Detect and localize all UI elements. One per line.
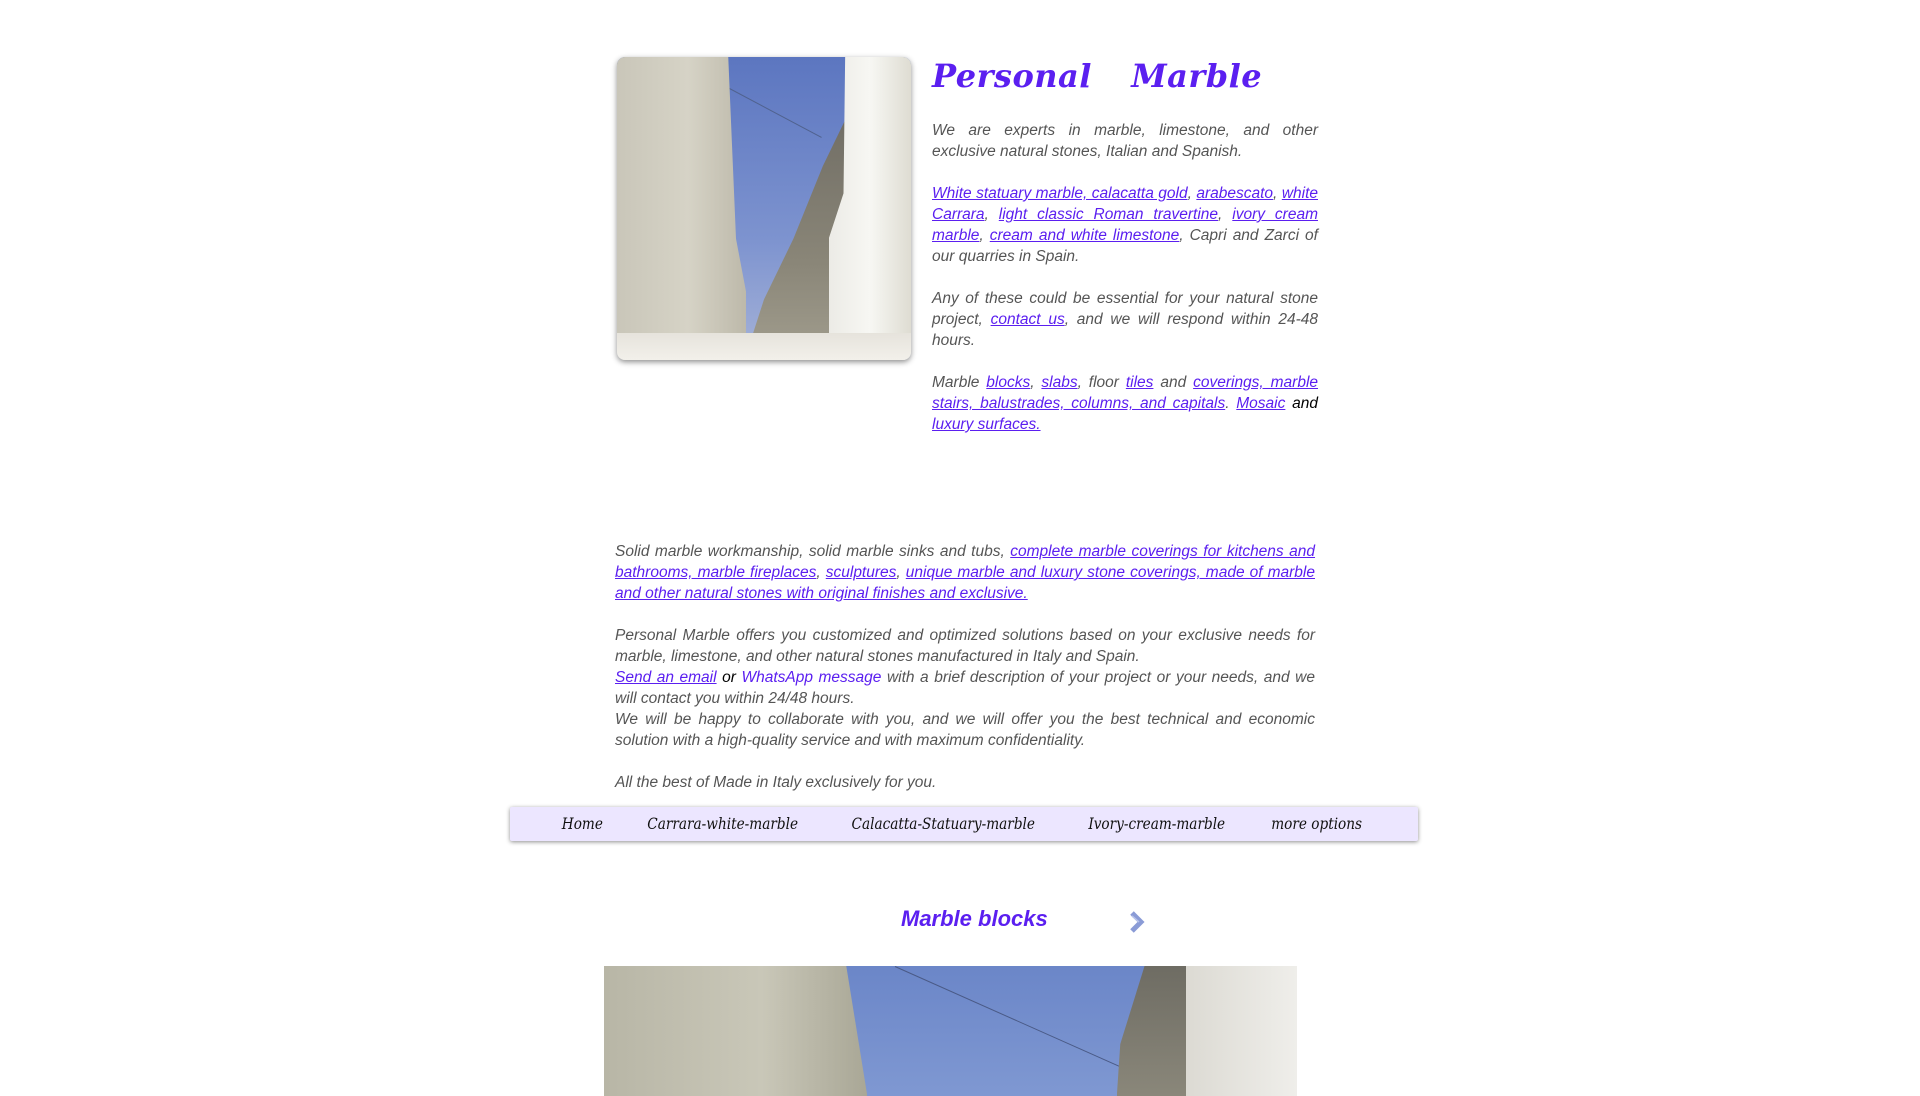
send-email-link[interactable]: Send an email: [615, 669, 717, 686]
text: with a brief description of your project or your needs, and we will contact you within 24/48 hours.: [615, 669, 1315, 707]
section-title: Marble blocks: [901, 906, 1048, 931]
nav-carrara-white-marble[interactable]: Carrara-white-marble: [647, 815, 799, 833]
link-slabs[interactable]: slabs: [1041, 374, 1078, 391]
link-mosaic[interactable]: Mosaic: [1236, 395, 1286, 412]
link-arabescato[interactable]: arabescato: [1196, 185, 1274, 202]
link-travertine[interactable]: light classic Roman travertine: [998, 206, 1219, 223]
text: Marble: [932, 374, 987, 391]
separator: ,: [984, 206, 999, 223]
separator: ,: [1273, 185, 1282, 202]
link-luxury-surfaces[interactable]: luxury surfaces.: [932, 416, 1041, 433]
link-coverings[interactable]: coverings, marble stairs, balustrades, columns, and capitals: [932, 374, 1319, 412]
separator: ,: [1218, 206, 1233, 223]
separator: ,: [979, 227, 990, 244]
workmanship-paragraph: [615, 541, 1315, 604]
cable-line: [895, 966, 1136, 1074]
link-white-carrara[interactable]: white Carrara: [932, 185, 1318, 223]
link-limestone[interactable]: cream and white limestone: [989, 227, 1180, 244]
text: .: [1225, 395, 1237, 412]
main-nav: [510, 807, 1418, 841]
details-section: [615, 541, 1315, 793]
link-blocks[interactable]: blocks: [986, 374, 1031, 391]
text: and: [1285, 395, 1318, 412]
send-paragraph: [615, 667, 1315, 709]
collaborate-paragraph: We will be happy to collaborate with you, and we will offer you the best technical and economic solution with a high-quality service and with maximum confidentiality.: [615, 711, 1315, 749]
whatsapp-link[interactable]: WhatsApp message: [741, 669, 882, 686]
made-in-italy-paragraph: All the best of Made in Italy exclusively for you.: [615, 774, 937, 791]
mountain: [1117, 966, 1186, 1096]
marble-wall-right: [829, 57, 911, 360]
separator: ,: [816, 564, 826, 581]
products-paragraph: [932, 372, 1318, 435]
link-tiles[interactable]: tiles: [1125, 374, 1154, 391]
quarries-text: , Capri and Zarci of our quarries in Spain.: [932, 227, 1318, 265]
link-kitchens-bathrooms[interactable]: complete marble coverings for kitchens and bathrooms, marble fireplaces: [615, 543, 1316, 581]
chevron-right-icon[interactable]: [1128, 910, 1146, 934]
marble-wall-left: [604, 966, 867, 1096]
contact-paragraph: [932, 288, 1318, 351]
page-title: Personal Marble: [932, 57, 1263, 95]
text: Solid marble workmanship, solid marble sinks and tubs,: [615, 543, 1011, 560]
stones-paragraph: [932, 183, 1318, 267]
quarry-floor: [617, 333, 911, 360]
text: or: [716, 669, 742, 686]
nav-calacatta-statuary-marble[interactable]: Calacatta-Statuary-marble: [851, 815, 1036, 833]
link-sculptures[interactable]: sculptures: [825, 564, 897, 581]
link-unique-coverings[interactable]: unique marble and luxury stone coverings, made of marble and other natural stones with original finishes and exclusive.: [615, 564, 1315, 602]
link-ivory-cream[interactable]: ivory cream marble: [932, 206, 1318, 244]
separator: ,: [896, 564, 906, 581]
contact-text-after: , and we will respond within 24-48 hours.: [932, 311, 1319, 349]
intro-column: [932, 120, 1318, 456]
nav-ivory-cream-marble[interactable]: Ivory-cream-marble: [1088, 815, 1226, 833]
text: and: [1153, 374, 1194, 391]
offer-paragraph: Personal Marble offers you customized and optimized solutions based on your exclusive needs for marble, limestone, and other natural stones manufactured in Italy and Spain.: [615, 627, 1315, 665]
intro-paragraph: We are experts in marble, limestone, and other exclusive natural stones, Italian and Spanish.: [932, 122, 1318, 160]
marble-blocks-image: [604, 966, 1297, 1096]
link-statuary-calacatta[interactable]: White statuary marble, calacatta gold: [932, 185, 1188, 202]
nav-more-options[interactable]: more options: [1271, 815, 1363, 833]
text: , floor: [1077, 374, 1126, 391]
hero-quarry-image: [617, 57, 911, 360]
nav-home[interactable]: Home: [562, 815, 604, 833]
marble-wall-left: [617, 57, 746, 360]
separator: ,: [1187, 185, 1197, 202]
contact-text-before: Any of these could be essential for your natural stone project,: [932, 290, 1318, 328]
contact-us-link[interactable]: contact us: [990, 311, 1065, 328]
marble-wall-right: [1186, 966, 1297, 1096]
text: ,: [1030, 374, 1042, 391]
